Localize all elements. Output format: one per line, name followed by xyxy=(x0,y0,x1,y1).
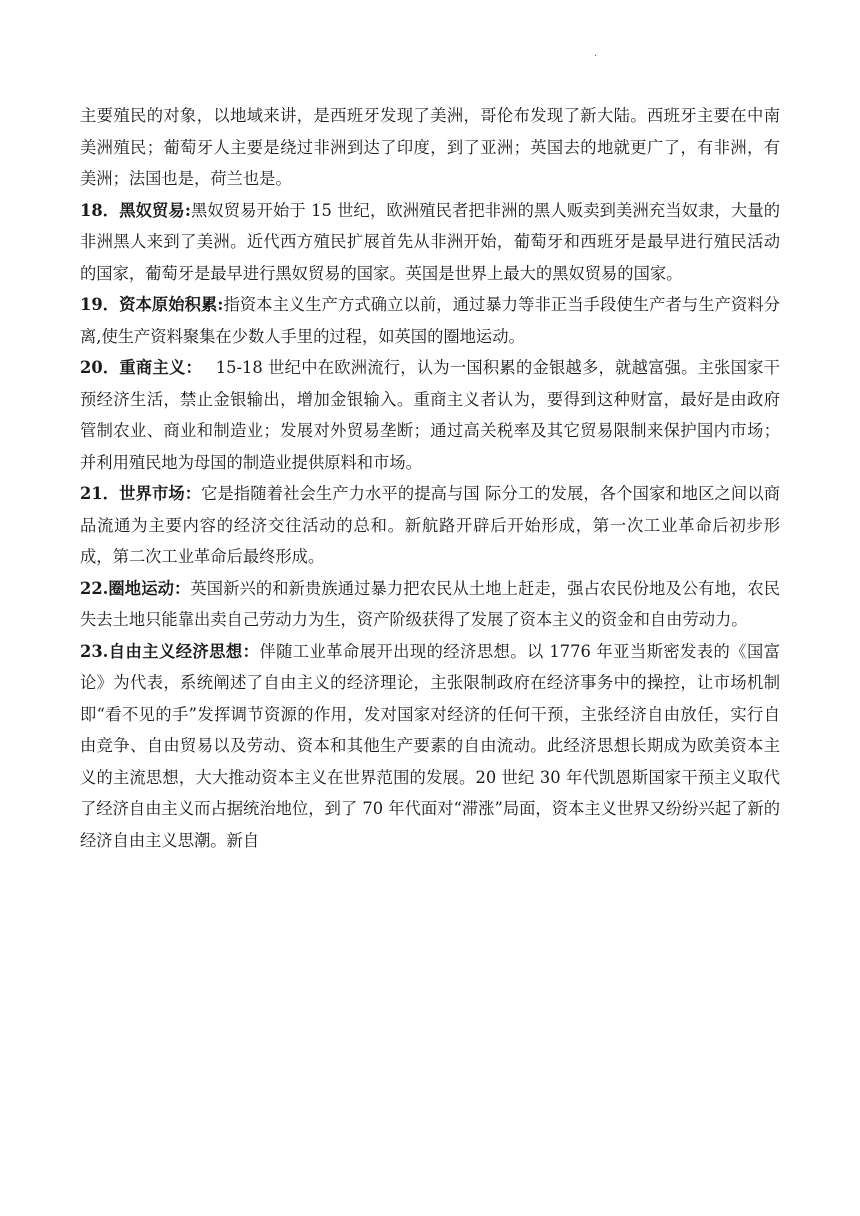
term-heading: 23.自由主义经济思想： xyxy=(80,641,260,661)
term-heading: 18．黑奴贸易: xyxy=(80,200,191,220)
term-definition: 它是指随着社会生产力水平的提高与国 际分工的发展，各个国家和地区之间以商品流通为主要内容的经济交往活动的总和。新航路开辟后开始形成，第一次工业革命后初步形成，第二次工业革命后最终形成。 xyxy=(80,484,780,566)
term-heading: 20．重商主义： xyxy=(80,358,194,377)
entry-21-world-market xyxy=(80,478,780,573)
term-definition: 指资本主义生产方式确立以前，通过暴力等非正当手段使生产者与生产资料分离,使生产资料聚集在少数人手里的过程，如英国的圈地运动。 xyxy=(80,295,780,346)
term-definition: 黑奴贸易开始于 15 世纪，欧洲殖民者把非洲的黑人贩卖到美洲充当奴隶，大量的非洲黑人来到了美洲。近代西方殖民扩展首先从非洲开始，葡萄牙和西班牙是最早进行殖民活动的国家，葡萄牙是最早进行黑奴贸易的国家。英国是世界上最大的黑奴贸易的国家。 xyxy=(80,200,781,283)
entry-20-mercantilism xyxy=(80,352,780,478)
term-heading: 21．世界市场： xyxy=(80,484,202,503)
document-body xyxy=(80,100,780,856)
term-definition: 伴随工业革命展开出现的经济思想。以 1776 年亚当斯密发表的《国富论》为代表，系统阐述了自由主义的经济理论，主张限制政府在经济事务中的操控，让市场机制即“看不见的手”发挥调节资源的作用，发对国家对经济的任何干预，主张经济自由放任，实行自由竞争、自由贸易以及劳动、资本和其他生产要素的自由流动。此经济思想长期成为欧美资本主义的主流思想，大大推动资本主义在世界范围的发展。20 世纪 30 年代凯恩斯国家干预主义取代了经济自由主义而占据统治地位，到了 70 年代面对“滞涨”局面，资本主义世界又纷纷兴起了新的经济自由主义思潮。新自 xyxy=(80,641,780,850)
entry-23-liberal-economic-thought xyxy=(80,636,780,857)
term-heading: 22.圈地运动： xyxy=(80,578,191,598)
entry-22-enclosure-movement xyxy=(80,573,780,636)
intro-paragraph: 主要殖民的对象，以地域来讲，是西班牙发现了美洲，哥伦布发现了新大陆。西班牙主要在中南美洲殖民；葡萄牙人主要是绕过非洲到达了印度，到了亚洲；英国去的地就更广了，有非洲，有美洲；法国也是，荷兰也是。 xyxy=(80,106,780,188)
entry-18-black-slave-trade xyxy=(80,195,780,290)
term-heading: 19．资本原始积累: xyxy=(80,295,224,314)
term-definition: 英国新兴的和新贵族通过暴力把农民从土地上赶走，强占农民份地及公有地，农民失去土地只能靠出卖自己劳动力为生，资产阶级获得了发展了资本主义的资金和自由劳动力。 xyxy=(80,578,780,629)
term-definition: 15-18 世纪中在欧洲流行，认为一国积累的金银越多，就越富强。主张国家干预经济生活，禁止金银输出，增加金银输入。重商主义者认为，要得到这种财富，最好是由政府管制农业、商业和制造业；发展对外贸易垄断；通过高关税率及其它贸易限制来保护国内市场；并利用殖民地为母国的制造业提供原料和市场。 xyxy=(80,358,781,472)
page-mark: · xyxy=(594,51,598,62)
entry-19-primitive-accumulation xyxy=(80,289,780,352)
